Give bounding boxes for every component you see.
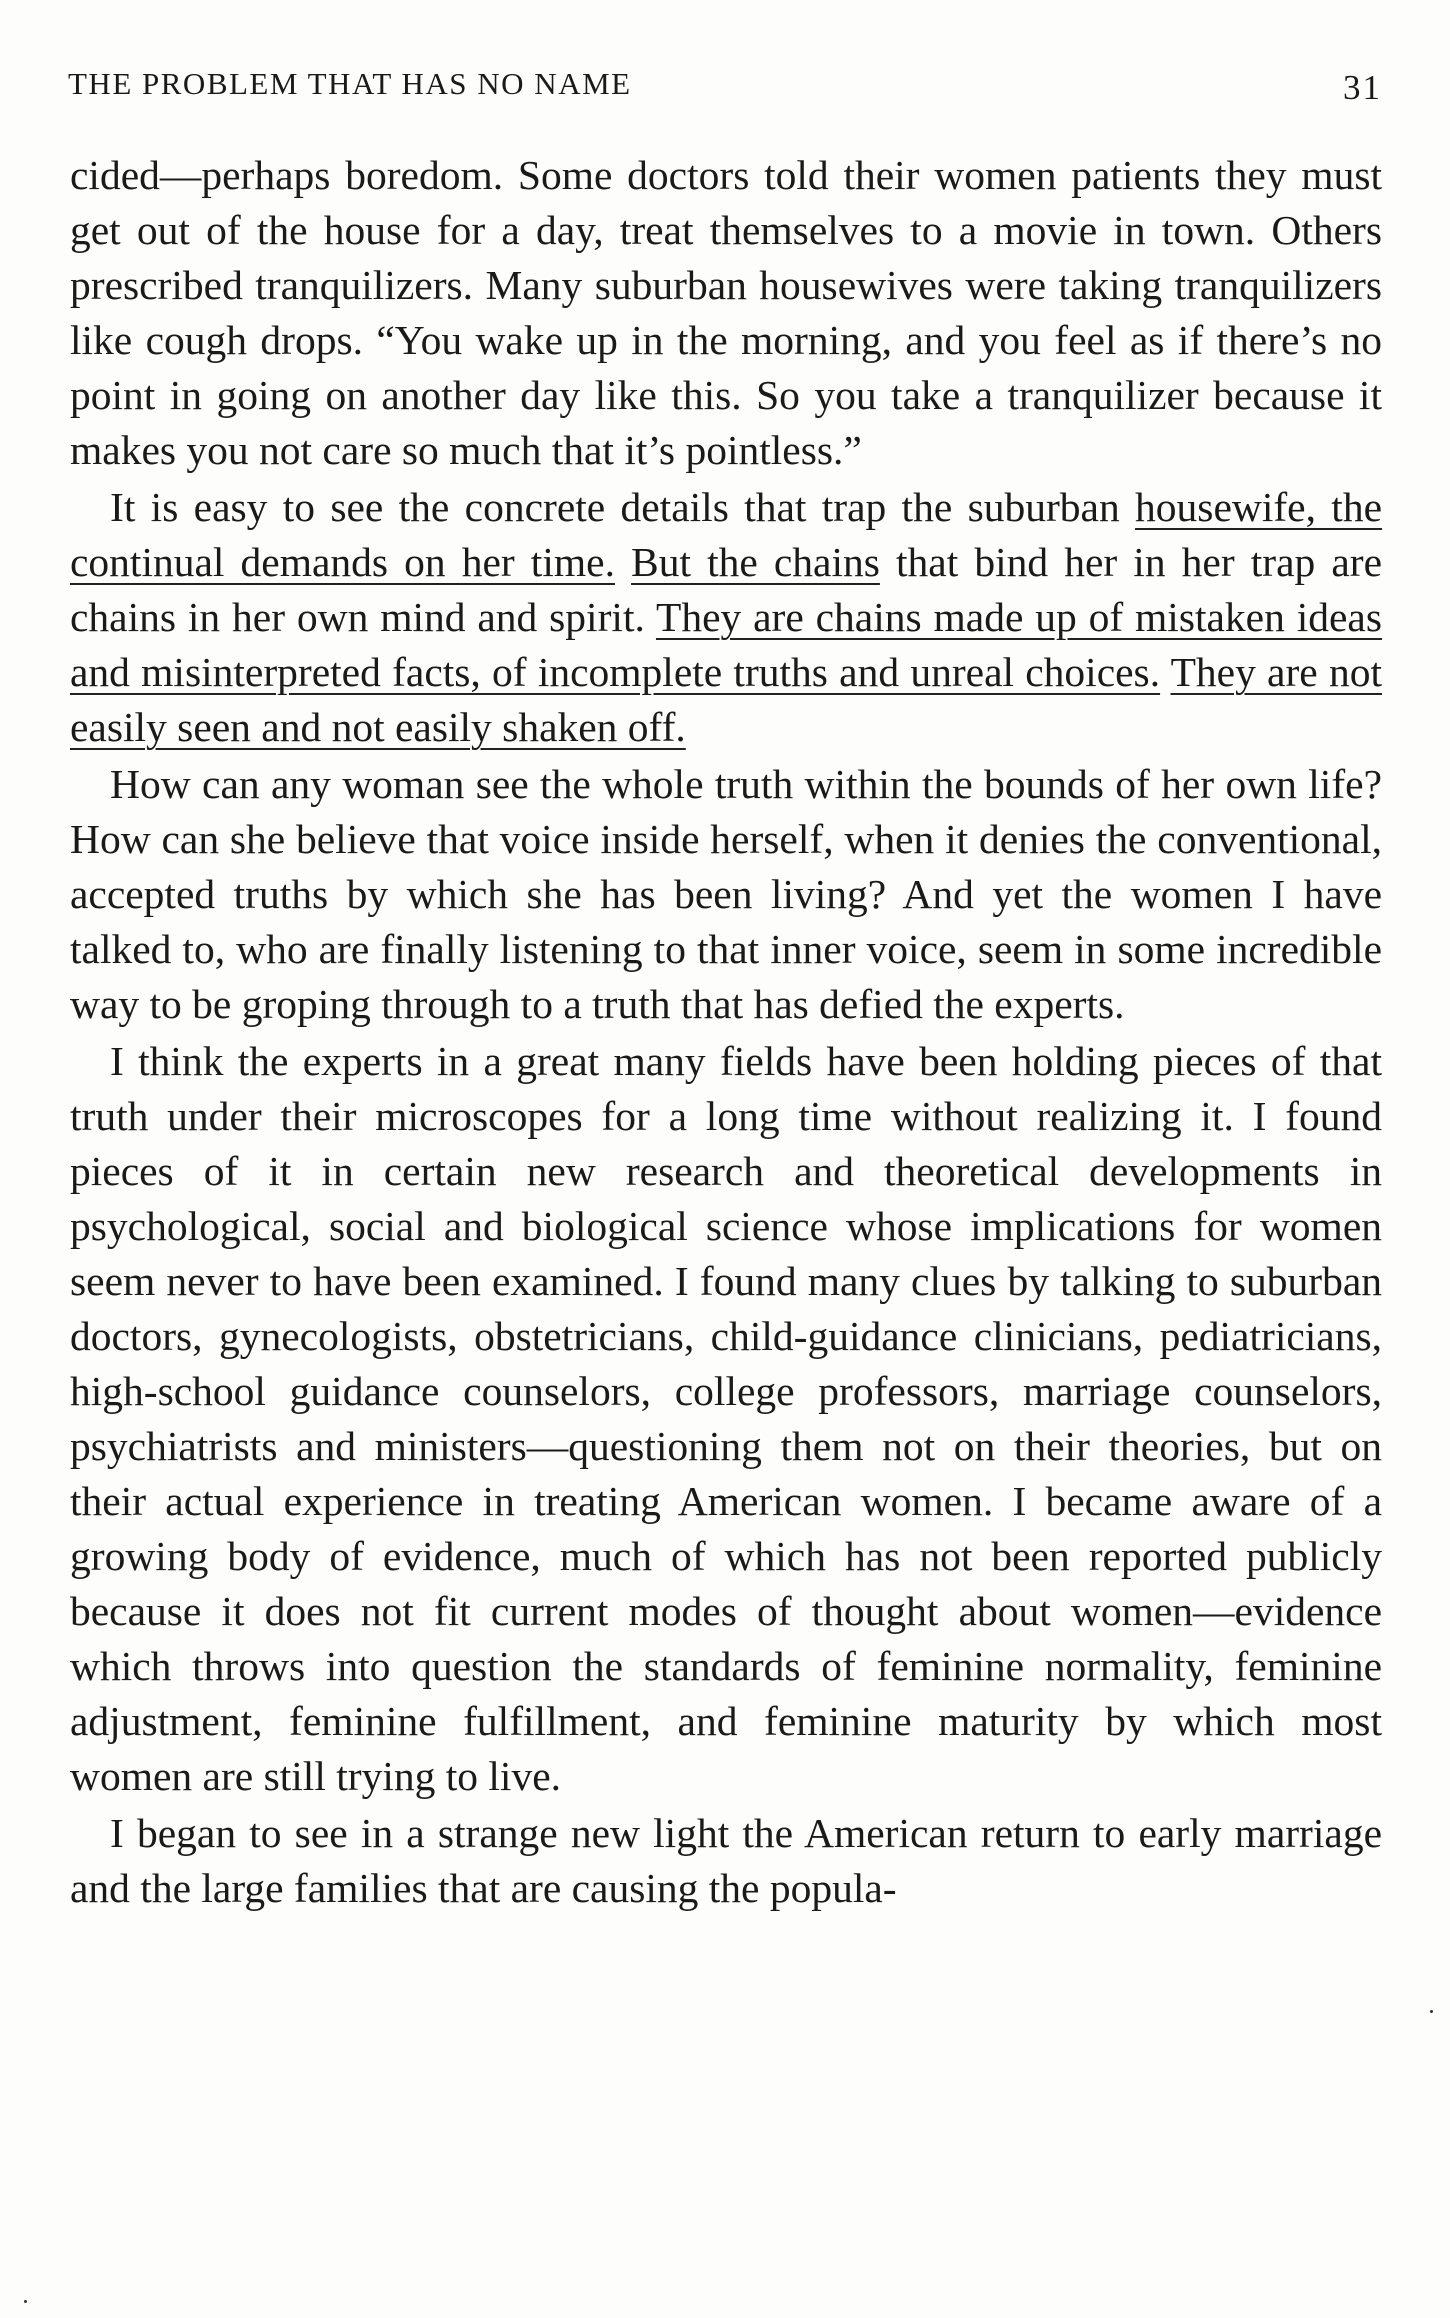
paragraph-text-underlined: It is easy to see the concrete details that trap the suburban housewife, the continual demands on her time. But the chains that bind her in her trap are chains in her own mind and spirit. They are chains made up of mistaken ideas and misinterpreted facts, of incomplete truths and unreal choices. They are not easily seen and not easily shaken off. [70, 484, 1383, 750]
underlined-passage: housewife, the continual demands on her time. [70, 484, 1383, 585]
underlined-passage: They are not easily seen and not easily shaken off. [70, 649, 1382, 750]
paragraph-text: cided—perhaps boredom. Some doctors told their women patients they must get out of the house for a day, treat themselves to a movie in town. Others prescribed tranquilizers. Many suburban housewives were taking tranquilizers like cough drops. “You wake up in the morning, and you feel as if there’s no point in going on another day like this. So you take a tranquilizer because it makes you not care so much that it’s pointless.” [70, 152, 1382, 473]
paragraph [70, 148, 1382, 478]
running-head-title: THE PROBLEM THAT HAS NO NAME [68, 66, 632, 101]
paragraph [70, 1034, 1382, 1804]
underlined-passage: They are chains made up of mistaken ideas and misinterpreted facts, of incomplete truths and unreal choices. [70, 594, 1382, 695]
paragraph [70, 480, 1382, 755]
scan-speck [24, 2300, 27, 2303]
paragraph [70, 1806, 1382, 1916]
paragraph-text: I began to see in a strange new light the American return to early marriage and the large families that are causing the popula- [70, 1810, 1382, 1911]
page-number: 31 [1343, 68, 1382, 107]
scan-speck [1430, 2010, 1433, 2013]
body-text [70, 148, 1382, 1918]
paragraph-text: I think the experts in a great many fields have been holding pieces of that truth under their microscopes for a long time without realizing it. I found pieces of it in certain new research and theoretical developments in psychological, social and biological science whose implications for women seem never to have been examined. I found many clues by talking to suburban doctors, gynecologists, obstetricians, child-guidance clinicians, pediatricians, high-school guidance counselors, college professors, marriage counselors, psychiatrists and ministers—questioning them not on their theories, but on their actual experience in treating American women. I became aware of a growing body of evidence, much of which has not been reported publicly because it does not fit current modes of thought about women—evidence which throws into question the standards of feminine normality, feminine adjustment, feminine fulfillment, and feminine maturity by which most women are still trying to live. [70, 1038, 1382, 1799]
running-head [68, 66, 1382, 112]
paragraph [70, 757, 1382, 1032]
paragraph-text: How can any woman see the whole truth within the bounds of her own life? How can she believe that voice inside herself, when it denies the conventional, accepted truths by which she has been living? And yet the women I have talked to, who are finally listening to that inner voice, seem in some incredible way to be groping through to a truth that has defied the experts. [70, 761, 1382, 1027]
underlined-passage: But the chains [631, 539, 880, 585]
